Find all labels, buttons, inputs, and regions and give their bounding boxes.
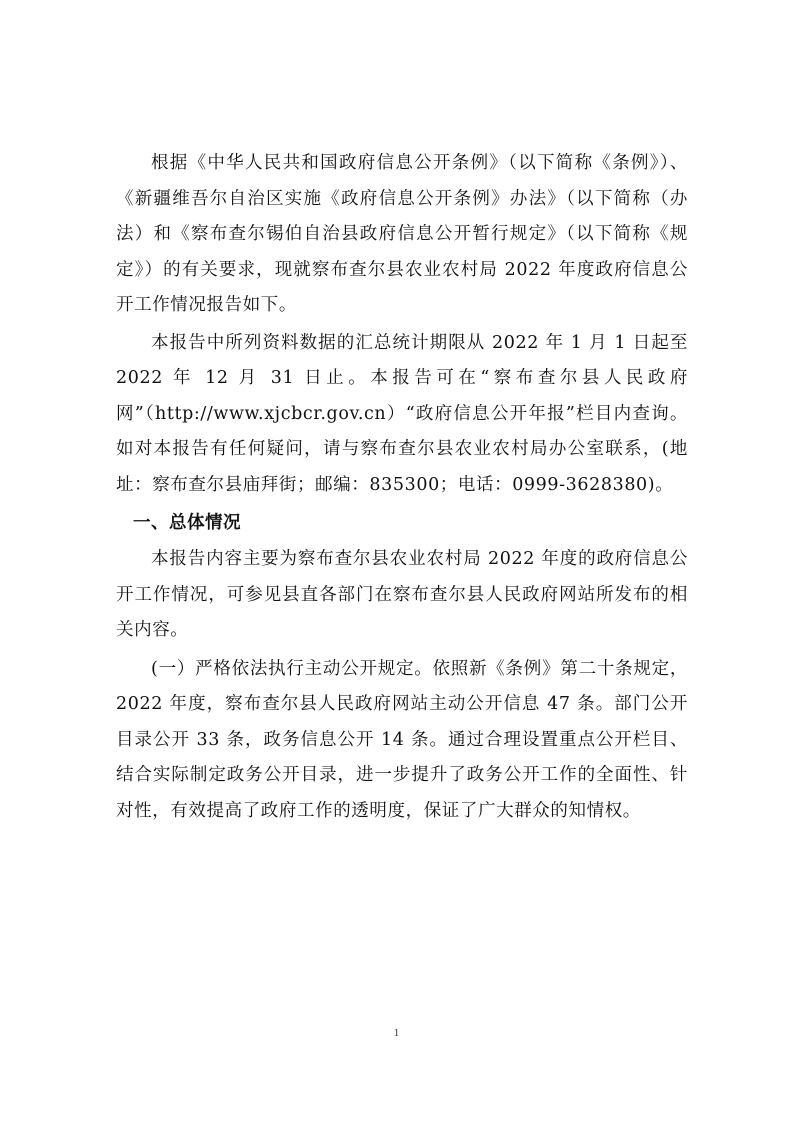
intro-paragraph: 根据《中华人民共和国政府信息公开条例》（以下简称《条例》）、《新疆维吾尔自治区实施《政府信息公开条例》办法》（以下简称（办法）和《察布查尔锡伯自治县政府信息公开暂行规定》（以下简称《规定》）的有关要求，现就察布查尔县农业农村局 2022 年度政府信息公开工作情况报告如下。 [116, 153, 688, 315]
section-heading-overview: 一、总体情况 [133, 513, 241, 533]
statistics-period-paragraph: 本报告中所列资料数据的汇总统计期限从 2022 年 1 月 1 日起至 2022 年 12 月 31 日止。本报告可在“察布查尔县人民政府网”（http://www.xjcbcr.gov.cn）“政府信息公开年报”栏目内查询。如对本报告有任何疑问，请与察布查尔县农业农村局办公室联系，(地址：察布查尔县庙拜街；邮编：835300；电话：0999-3628380)。 [116, 332, 688, 495]
proactive-disclosure-paragraph: (一）严格依法执行主动公开规定。依照新《条例》第二十条规定，2022 年度，察布查尔县人民政府网站主动公开信息 47 条。部门公开目录公开 33 条，政务信息公开 14 条。通过合理设置重点公开栏目、结合实际制定政务公开目录，进一步提升了政务公开工作的全面性、针对性，有效提高了政府工作的透明度，保证了广大群众的知情权。 [116, 658, 688, 821]
page-number: 1 [393, 1027, 400, 1039]
document-body [116, 146, 688, 829]
overview-paragraph: 本报告内容主要为察布查尔县农业农村局 2022 年度的政府信息公开工作情况，可参见县直各部门在察布查尔县人民政府网站所发布的相关内容。 [116, 549, 688, 640]
